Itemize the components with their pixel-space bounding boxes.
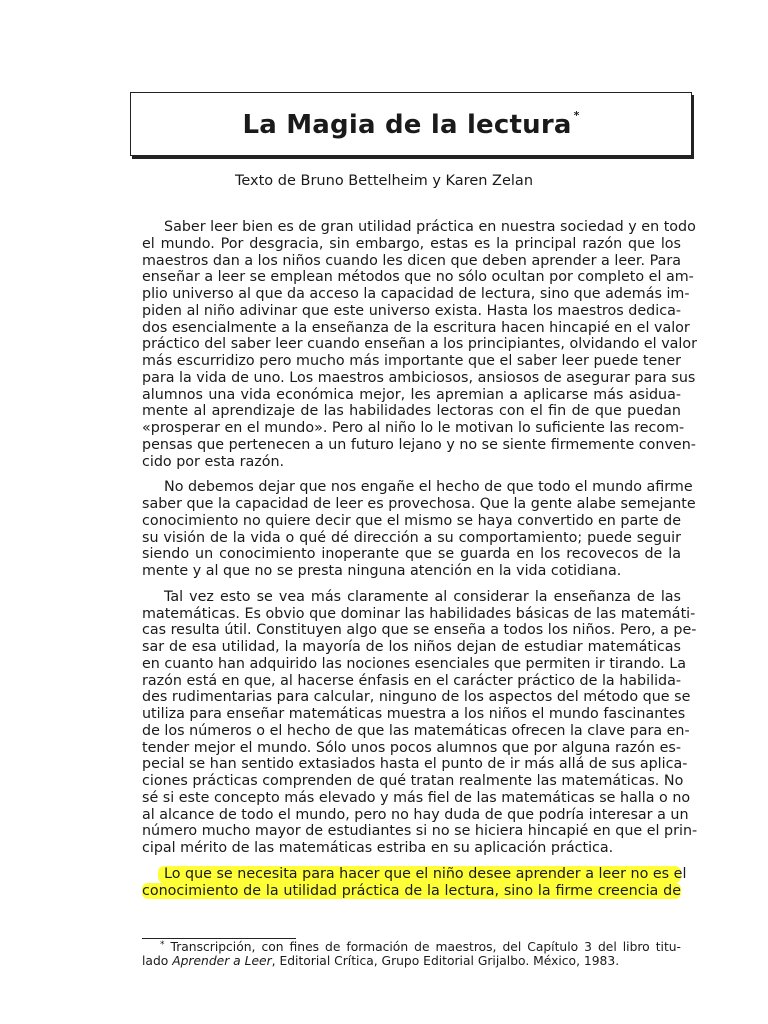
text-line: sar de esa utilidad, la mayoría de los niños dejan de estudiar matemáticas [142,639,681,655]
text-line: de los números o el hecho de que las matemáticas ofrecen la clave para en- [142,722,690,739]
text-line: número mucho mayor de estudiantes si no se hiciera hincapié en que el prin- [142,823,698,840]
footnote-line [142,954,681,970]
text-line: pecial se han sentido extasiados hasta el punto de ir más allá de sus aplica- [142,756,688,773]
text-line: enseñar a leer se emplean métodos que no sólo ocultan por completo el am- [142,269,694,286]
text-line: matemáticas. Es obvio que dominar las habilidades básicas de las matemáti- [142,605,696,622]
text-line: pensas que pertenecen a un futuro lejano y no se siente firmemente conven- [142,436,696,453]
text-line: al alcance de todo el mundo, pero no hay duda de que podría interesar a un [142,806,689,823]
text-line: más escurridizo pero mucho más importante que el saber leer puede tener [142,353,681,369]
text-line: práctico del saber leer cuando enseñan a los principiantes, olvidando el valor [142,336,698,353]
footnote [142,938,681,969]
footnote-line [142,938,681,954]
highlighted-paragraph [142,865,687,900]
text-line: maestros dan a los niños cuando les dicen que deben aprender a leer. Para [142,252,681,269]
text-line: Lo que se necesita para hacer que el niño desee aprender a leer no es el [158,866,681,883]
byline: Texto de Bruno Bettelheim y Karen Zelan [234,173,534,189]
footnote-text: , Editorial Crítica, Grupo Editorial Grijalbo. México, 1983. [271,953,620,968]
text-line: cido por esta razón. [142,453,285,470]
text-line: Tal vez esto se vea más claramente al considerar la enseñanza de las [164,588,681,605]
text-line: conocimiento no quiere decir que el mismo se haya convertido en parte de [142,512,681,529]
paragraph [142,479,696,580]
text-line: el mundo. Por desgracia, sin embargo, estas es la principal razón que los [142,235,681,252]
text-line: «prosperar en el mundo». Pero al niño lo le motivan lo suficiente las recom- [142,420,685,436]
text-line: mente al aprendizaje de las habilidades lectoras con el fin de que puedan [142,403,681,420]
text-line: sé si este concepto más elevado y más fiel de las matemáticas se halla o no [142,789,691,806]
text-line: cipal mérito de las matemáticas estriba en su aplicación práctica. [142,840,614,856]
paragraph [142,219,698,470]
text-line: siendo un conocimiento inoperante que se guarda en los recovecos de la [142,546,681,563]
paragraph [142,588,698,857]
text-line: mente y al que no se presta ninguna atención en la vida cotidiana. [142,563,622,579]
footnote-text: Transcripción, con fines de formación de maestros, del Capítulo 3 del libro titu- [170,940,681,954]
text-line: des rudimentarias para calcular, ninguno de los aspectos del método que se [142,689,691,706]
text-line: razón está en que, al hacerse énfasis en el carácter práctico de la habilida- [142,672,682,689]
text-line: conocimiento de la utilidad práctica de la lectura, sino la firme creencia de [142,882,681,899]
text-line: piden al niño adivinar que este universo exista. Hasta los maestros dedica- [142,302,681,319]
text-line: dos esencialmente a la enseñanza de la escritura hacen hincapié en el valor [142,319,690,336]
title-footnote-mark: * [573,108,580,122]
title-text: La Magia de la lectura [242,109,572,140]
text-line: saber que la capacidad de leer es provechosa. Que la gente alabe semejante [142,496,696,512]
footnote-mark: * [160,940,165,950]
article-body [142,219,698,908]
text-line: cas resulta útil. Constituyen algo que se enseña a todos los niños. Pero, a pe- [142,622,697,639]
text-line: tender mejor el mundo. Sólo unos pocos alumnos que por alguna razón es- [142,739,681,756]
text-line: utiliza para enseñar matemáticas muestra a los niños el mundo fascinantes [142,706,686,722]
text-line: Saber leer bien es de gran utilidad práctica en nuestra sociedad y en todo [164,219,696,235]
text-line: su visión de la vida o qué dé dirección a su comportamiento; puede seguir [142,529,681,546]
document-title [242,109,579,140]
text-line: para la vida de uno. Los maestros ambiciosos, ansiosos de asegurar para sus [142,369,696,386]
text-line: en cuanto han adquirido las nociones esenciales que permiten ir tirando. La [142,655,686,672]
title-box [130,92,692,156]
text-line: alumnos una vida económica mejor, les apremian a aplicarse más asidua- [142,386,681,403]
footnote-text: lado [142,953,173,968]
book-title: Aprender a Leer [172,953,272,968]
text-line: No debemos dejar que nos engañe el hecho de que todo el mundo afirme [164,479,693,496]
text-line: plio universo al que da acceso la capacidad de lectura, sino que además im- [142,286,690,302]
text-line: ciones prácticas comprenden de qué tratan realmente las matemáticas. No [142,773,684,789]
